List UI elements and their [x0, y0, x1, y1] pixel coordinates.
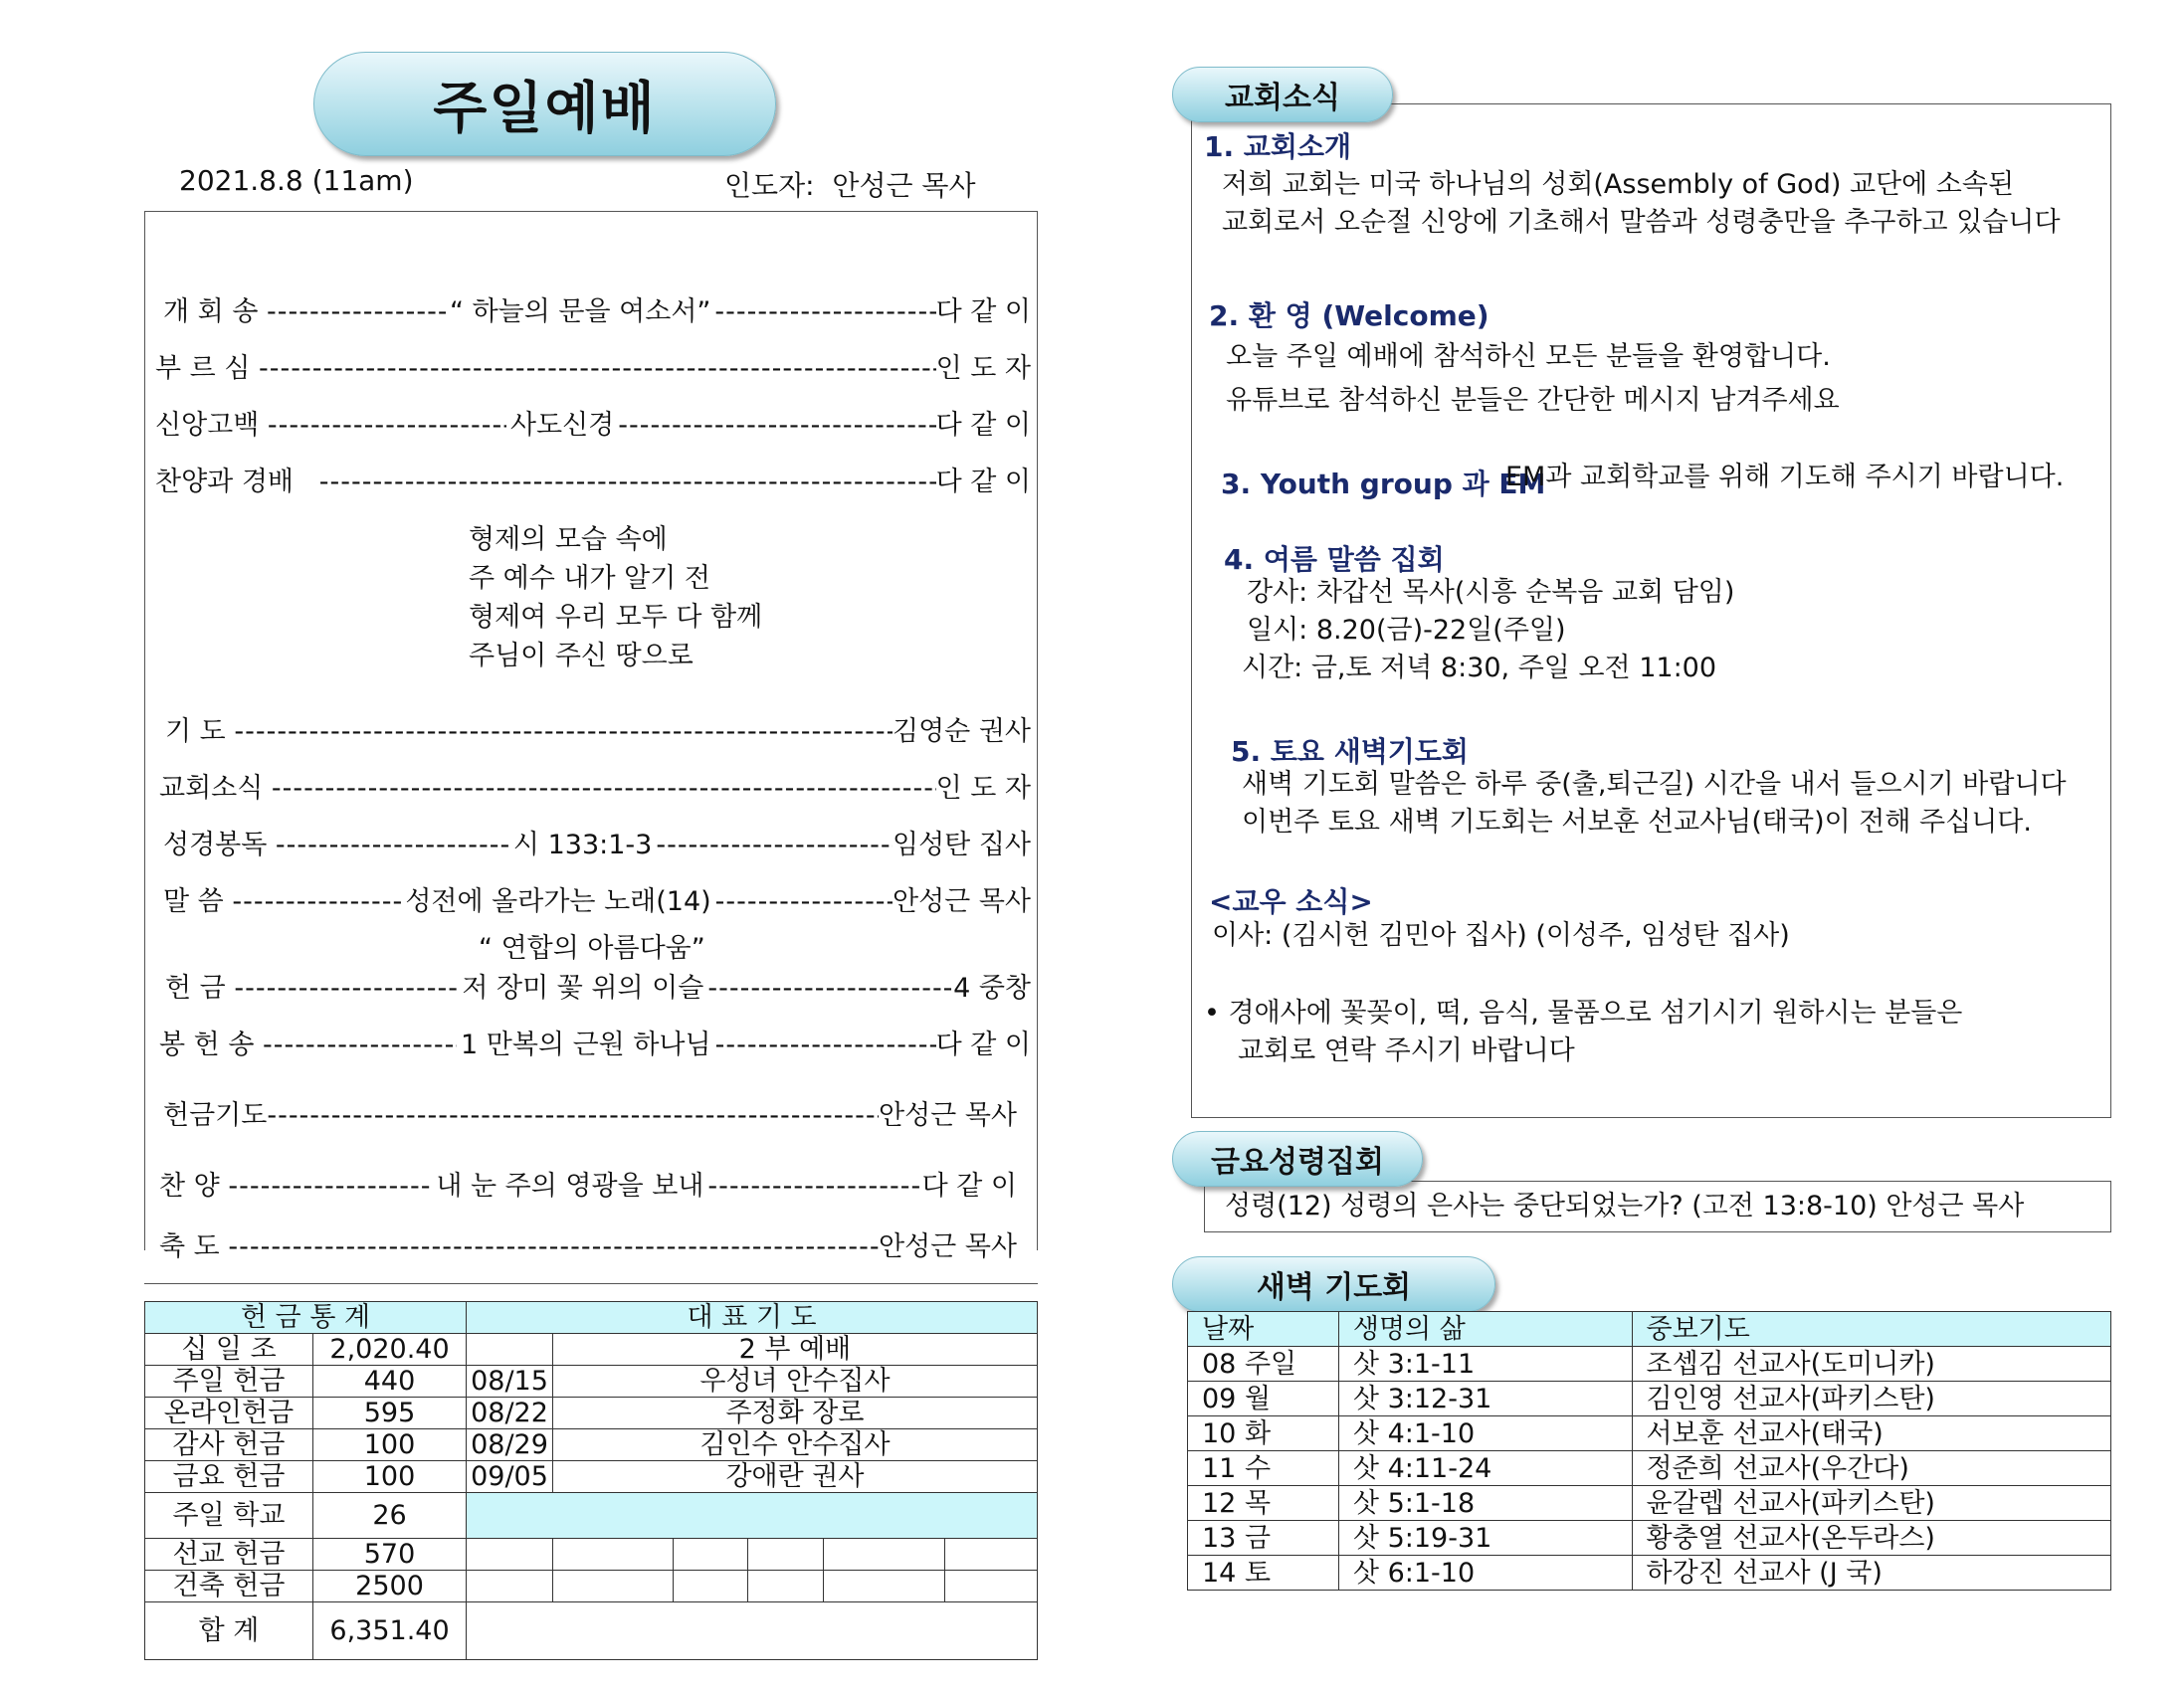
- order-label: 찬양과 경배: [155, 467, 294, 497]
- table-cell: 삿 3:1-11: [1338, 1347, 1632, 1382]
- order-person: 임성탄 집사: [893, 830, 1031, 860]
- table-row: [1188, 1416, 2111, 1451]
- prayer-name: 주정화 장로: [552, 1398, 1037, 1429]
- offering-amount: 2500: [312, 1571, 466, 1602]
- order-label: 헌 금: [165, 973, 226, 1004]
- order-item: [159, 1164, 1017, 1203]
- column-header: 날짜: [1188, 1312, 1339, 1347]
- offering-label: 주일 헌금: [145, 1366, 313, 1398]
- table-row: [1188, 1556, 2111, 1591]
- table-cell: 삿 6:1-10: [1338, 1556, 1632, 1591]
- table-cell: 하강진 선교사 (J 국): [1632, 1556, 2111, 1591]
- table-cell: 삿 4:1-10: [1338, 1416, 1632, 1451]
- offering-amount: 2,020.40: [312, 1334, 466, 1366]
- offering-label: 주일 학교: [145, 1493, 313, 1539]
- order-label: 기 도: [165, 716, 226, 747]
- body-line: 오늘 주일 예배에 참석하신 모든 분들을 환영합니다.: [1226, 341, 1831, 372]
- order-label: 성경봉독: [163, 830, 268, 860]
- order-label: 부 르 심: [155, 353, 251, 384]
- order-label: 말 씀: [163, 886, 224, 917]
- table-cell: 정준희 선교사(우간다): [1632, 1451, 2111, 1486]
- section-body: [1226, 335, 1840, 423]
- order-person: 다 같 이: [921, 1171, 1017, 1202]
- order-item: [163, 879, 1031, 918]
- section-title: 4. 여름 말씀 집회: [1224, 543, 1445, 576]
- prayer-date: 08/22: [467, 1398, 553, 1429]
- lyric-line: 형제여 우리 모두 다 함께: [469, 602, 763, 633]
- offering-amount: 100: [312, 1429, 466, 1461]
- table-cell: 삿 4:11-24: [1338, 1451, 1632, 1486]
- order-person: 김영순 권사: [893, 716, 1031, 747]
- offering-amount: 100: [312, 1461, 466, 1493]
- order-person: 안성근 목사: [879, 1231, 1017, 1262]
- order-person: 안성근 목사: [893, 886, 1031, 917]
- table-row: [1188, 1451, 2111, 1486]
- friday-service-title: 금요성령집회: [1172, 1131, 1423, 1187]
- prayer-date: 08/29: [467, 1429, 553, 1461]
- body-line: 저희 교회는 미국 하나님의 성회(Assembly of God) 교단에 소속된: [1222, 169, 2015, 200]
- table-row: [1188, 1382, 2111, 1416]
- table-row: [1188, 1347, 2111, 1382]
- order-detail: 시 133:1-3: [512, 830, 653, 860]
- offering-amount: 440: [312, 1366, 466, 1398]
- body-line: • 경애사에 꽃꽂이, 떡, 음식, 물품으로 섬기시기 원하시는 분들은: [1204, 998, 1963, 1029]
- section-body: [1222, 166, 2061, 242]
- order-label: 교회소식: [159, 773, 264, 804]
- order-item: [155, 403, 1031, 442]
- section-body: [1242, 766, 2067, 842]
- prayer-date: 08/15: [467, 1366, 553, 1398]
- body-line: 교회로서 오순절 신앙에 기초해서 말씀과 성령충만을 추구하고 있습니다: [1222, 207, 2061, 238]
- body-line: 강사: 차갑선 목사(시흥 순복음 교회 담임): [1247, 577, 1735, 608]
- offering-label: 건축 헌금: [145, 1571, 313, 1602]
- offering-label: 금요 헌금: [145, 1461, 313, 1493]
- order-item: [159, 1023, 1031, 1061]
- order-person: 다 같 이: [935, 1030, 1031, 1060]
- leader-name: 안성근 목사: [832, 169, 976, 202]
- body-line: 시간: 금,토 저녁 8:30, 주일 오전 11:00: [1242, 653, 1717, 683]
- offering-stats-header: 헌 금 통 계: [145, 1302, 467, 1334]
- body-line: 유튜브로 참석하신 분들은 간단한 메시지 남겨주세요: [1226, 385, 1840, 416]
- prayer-name: 우성녀 안수집사: [552, 1366, 1037, 1398]
- dawn-prayer-table: [1187, 1311, 2111, 1591]
- prayer-date: 09/05: [467, 1461, 553, 1493]
- order-detail: “ 하늘의 문을 여소서”: [450, 296, 711, 327]
- column-header: 생명의 삶: [1338, 1312, 1632, 1347]
- offering-label: 십 일 조: [145, 1334, 313, 1366]
- table-cell: 09 월: [1188, 1382, 1339, 1416]
- prayer-name: 김인수 안수집사: [552, 1429, 1037, 1461]
- order-detail: 성전에 올라가는 노래(14): [405, 886, 711, 917]
- offering-amount: 570: [312, 1539, 466, 1571]
- leader-label: 인도자:: [724, 169, 815, 202]
- prayer-header: 대 표 기 도: [467, 1302, 1038, 1334]
- order-of-worship: [144, 211, 1038, 1262]
- order-person: 인 도 자: [935, 773, 1031, 804]
- table-row: [1188, 1521, 2111, 1556]
- body-line: 일시: 8.20(금)-22일(주일): [1247, 615, 1566, 646]
- order-person: 인 도 자: [935, 353, 1031, 384]
- order-label: 헌금기도: [163, 1100, 268, 1131]
- table-cell: 삿 5:1-18: [1338, 1486, 1632, 1521]
- service-leader: [724, 164, 976, 204]
- sermon-title: “ 연합의 아름다움”: [479, 933, 705, 964]
- section-title: 1. 교회소개: [1204, 130, 1352, 163]
- table-cell: 08 주일: [1188, 1347, 1339, 1382]
- table-cell: 삿 5:19-31: [1338, 1521, 1632, 1556]
- table-cell: 13 금: [1188, 1521, 1339, 1556]
- table-cell: 서보훈 선교사(태국): [1632, 1416, 2111, 1451]
- body-line: 교회로 연락 주시기 바랍니다: [1238, 1035, 1575, 1066]
- order-person: 4 중창: [953, 973, 1031, 1004]
- dawn-prayer-title: 새벽 기도회: [1172, 1256, 1495, 1312]
- friday-service-line: 성령(12) 성령의 은사는 중단되었는가? (고전 13:8-10) 안성근 목사: [1204, 1181, 2111, 1232]
- order-item: [163, 1093, 1017, 1132]
- order-detail: 사도신경: [509, 410, 615, 441]
- order-item: [163, 823, 1031, 861]
- table-cell: 10 화: [1188, 1416, 1339, 1451]
- body-line: 새벽 기도회 말씀은 하루 중(출,퇴근길) 시간을 내서 들으시기 바랍니다: [1242, 769, 2067, 800]
- section-title: 2. 환 영 (Welcome): [1209, 299, 1489, 332]
- order-item: [159, 766, 1031, 805]
- body-line: 이번주 토요 새벽 기도회는 서보훈 선교사님(태국)이 전해 주십니다.: [1242, 807, 2032, 838]
- table-cell: 황충열 선교사(온두라스): [1632, 1521, 2111, 1556]
- order-person: 안성근 목사: [879, 1100, 1017, 1131]
- table-cell: 김인영 선교사(파키스탄): [1632, 1382, 2111, 1416]
- offering-label: 선교 헌금: [145, 1539, 313, 1571]
- lyric-line: 주 예수 내가 알기 전: [469, 563, 710, 594]
- order-label: 찬 양: [159, 1171, 220, 1202]
- order-person: 다 같 이: [935, 410, 1031, 441]
- order-label: 신앙고백: [155, 410, 260, 441]
- section-body: EM과 교회학교를 위해 기도해 주시기 바랍니다.: [1505, 462, 2065, 492]
- table-cell: 조셉김 선교사(도미니카): [1632, 1347, 2111, 1382]
- table-cell: 윤갈렙 선교사(파키스탄): [1632, 1486, 2111, 1521]
- order-person: 다 같 이: [935, 467, 1031, 497]
- order-item: [165, 709, 1031, 748]
- section-body: [1242, 574, 1735, 687]
- announcement: [1204, 995, 1962, 1070]
- table-row: [1188, 1486, 2111, 1521]
- offering-amount: 26: [312, 1493, 466, 1539]
- offering-table: [144, 1301, 1038, 1660]
- order-label: 축 도: [159, 1231, 220, 1262]
- lyric-line: 형제의 모습 속에: [469, 524, 668, 555]
- table-cell: 삿 3:12-31: [1338, 1382, 1632, 1416]
- offering-amount: 595: [312, 1398, 466, 1429]
- offering-label: 감사 헌금: [145, 1429, 313, 1461]
- prayer-name: 강애란 권사: [552, 1461, 1037, 1493]
- section-title: <교우 소식>: [1209, 885, 1373, 918]
- offering-label: 온라인헌금: [145, 1398, 313, 1429]
- offering-total-amount: 6,351.40: [312, 1602, 466, 1660]
- lyric-line: 주님이 주신 땅으로: [469, 641, 694, 671]
- divider: [144, 1283, 1038, 1284]
- order-item: [159, 1224, 1017, 1263]
- offering-total-label: 합 계: [145, 1602, 313, 1660]
- order-item: [165, 966, 1031, 1005]
- order-label: 봉 헌 송: [159, 1030, 255, 1060]
- section-title: 3. Youth group 과 EM: [1221, 468, 1546, 500]
- order-item: [155, 346, 1031, 385]
- service-title: 주일예배: [313, 52, 776, 156]
- prayer-service: 2 부 예배: [552, 1334, 1037, 1366]
- service-date: 2021.8.8 (11am): [179, 164, 414, 197]
- order-item: [155, 460, 1031, 498]
- order-detail: 1 만복의 근원 하나님: [461, 1030, 711, 1060]
- column-header: 중보기도: [1632, 1312, 2111, 1347]
- church-news-title: 교회소식: [1172, 67, 1393, 122]
- order-person: 다 같 이: [935, 296, 1031, 327]
- order-detail: 내 눈 주의 영광을 보내: [436, 1171, 704, 1202]
- hymn-lyrics: [469, 520, 762, 675]
- table-cell: 11 수: [1188, 1451, 1339, 1486]
- order-item: [163, 289, 1031, 328]
- order-detail: 저 장미 꽃 위의 이슬: [462, 973, 704, 1004]
- order-label: 개 회 송: [163, 296, 259, 327]
- table-cell: 12 목: [1188, 1486, 1339, 1521]
- section-body: 이사: (김시헌 김민아 집사) (이성주, 임성탄 집사): [1212, 920, 1790, 951]
- section-title: 5. 토요 새벽기도회: [1231, 735, 1469, 768]
- table-cell: 14 토: [1188, 1556, 1339, 1591]
